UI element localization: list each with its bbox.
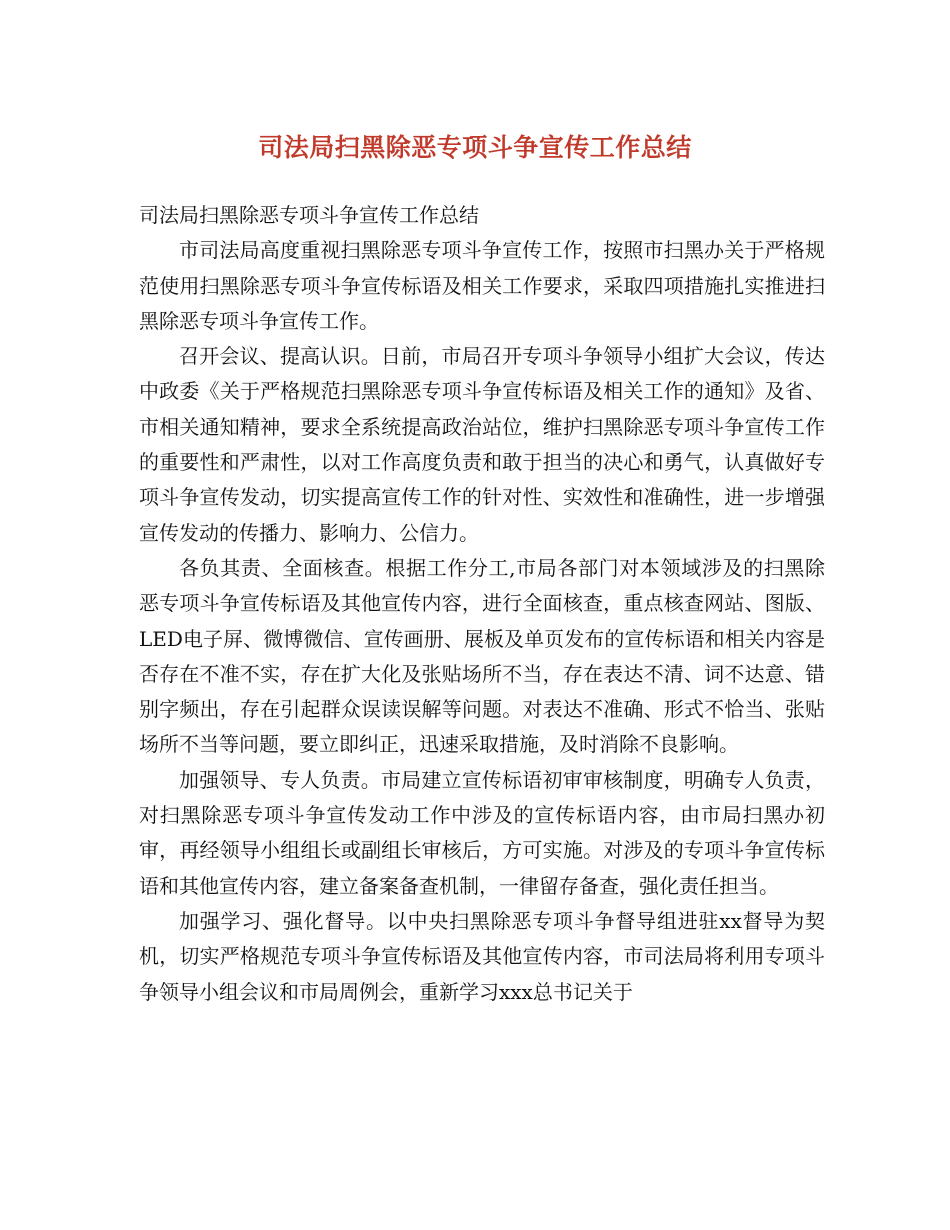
paragraph-inspection: 各负其责、全面核查。根据工作分工,市局各部门对本领域涉及的扫黑除恶专项斗争宣传标语及其他宣传内容，进行全面核查，重点核查网站、图版、LED电子屏、微博微信、宣传画册、展板及单页发布的宣传标语和相关内容是否存在不准不实，存在扩大化及张贴场所不当，存在表达不清、词不达意、错别字频出，存在引起群众误读误解等问题。对表达不准确、形式不恰当、张贴场所不当等问题，要立即纠正，迅速采取措施，及时消除不良影响。 [139, 555, 825, 757]
paragraph-leadership: 加强领导、专人负责。市局建立宣传标语初审审核制度，明确专人负责，对扫黑除恶专项斗争宣传发动工作中涉及的宣传标语内容，由市局扫黑办初审，再经领导小组组长或副组长审核后，方可实施。对涉及的专项斗争宣传标语和其他宣传内容，建立备案备查机制，一律留存备查，强化责任担当。 [139, 767, 825, 898]
paragraph-meeting: 召开会议、提高认识。日前，市局召开专项斗争领导小组扩大会议，传达中政委《关于严格规范扫黑除恶专项斗争宣传标语及相关工作的通知》及省、市相关通知精神，要求全系统提高政治站位，维护扫黑除恶专项斗争宣传工作的重要性和严肃性，以对工作高度负责和敢于担当的决心和勇气，认真做好专项斗争宣传发动，切实提高宣传工作的针对性、实效性和准确性，进一步增强宣传发动的传播力、影响力、公信力。 [139, 344, 825, 545]
paragraph-study: 加强学习、强化督导。以中央扫黑除恶专项斗争督导组进驻xx督导为契机，切实严格规范专项斗争宣传标语及其他宣传内容，市司法局将利用专项斗争领导小组会议和市局周例会，重新学习xxx总书记关于 [139, 908, 825, 1004]
document-body [139, 198, 825, 1010]
document-title: 司法局扫黑除恶专项斗争宣传工作总结 [258, 133, 692, 162]
document-subtitle: 司法局扫黑除恶专项斗争宣传工作总结 [139, 203, 479, 227]
paragraph-intro: 市司法局高度重视扫黑除恶专项斗争宣传工作，按照市扫黑办关于严格规范使用扫黑除恶专项斗争宣传标语及相关工作要求，采取四项措施扎实推进扫黑除恶专项斗争宣传工作。 [139, 238, 825, 333]
